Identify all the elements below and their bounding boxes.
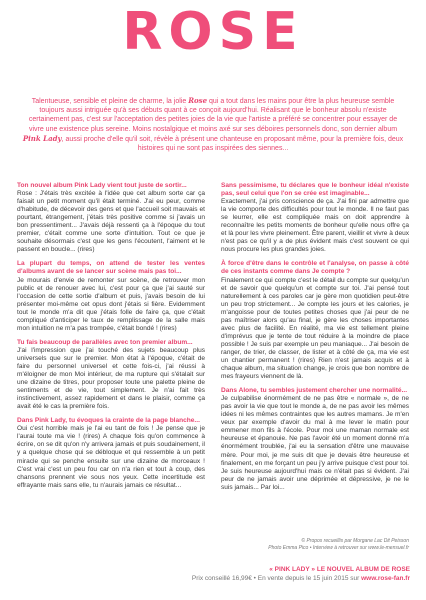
answer: Exactement, j'ai pris conscience de ça. J'ai fini par admettre que la vie comporte des difficultés pour tout le monde. Il ne faut pas se leurrer, elle est compliquée mais on doit apprendre à reconnaître les petits moments de bonheur qu'elle nous offre ça et là pour les vivre pleinement. Être parent, vieillir et vivre à deux n'est pas ce qu'il y a de plus évident mais c'est souvent ce qui nous procure les plus grandes joies. (221, 198, 409, 254)
footer-sale-line (192, 574, 410, 583)
footer-website-link[interactable]: www.rose-fan.fr (361, 575, 410, 582)
intro-paragraph (22, 96, 404, 153)
answer: Rose : J'étais très excitée à l'idée que cet album sorte car ça faisait un petit moment qu'il était terminé. J'ai eu peur, comme d'habitude, de décevoir des gens et que l'accueil soit mauvais et pourtant, étrangement, j'étais très positive comme si j'avais un bon pressentiment... J'avais déjà ressenti ça à l'époque du tout premier, c'était comme une sorte d'intuition. Tout ce que je souhaite désormais c'est que les gens l'écoutent, l'aiment et le passent en boucle... (rires) (17, 190, 205, 254)
credit-photo: Photo Emma Pico • Interview à retrouver sur www.le-mensuel.fr (268, 544, 409, 551)
question: Dans Alone, tu sembles justement chercher une normalité... (221, 387, 408, 395)
intro-artist-name: Rose (188, 96, 208, 105)
footer (192, 565, 410, 583)
answer: J'ai l'impression que j'ai touché des sujets beaucoup plus universels que sur le premier. Mon état à l'époque, c'était de faire du personnel universel et cette fois-ci, j'ai réussi à m'éloigner de mon Moi intérieur, de ma rupture qui s'étalait sur une dizaine de titres, pour proposer toute une palette pleine de sentiments et de vie, tout simplement. Je n'ai fait très instinctivement, assez rapidement et dans le plaisir, comme ça avait été le cas la première fois. (17, 346, 205, 411)
footer-availability: • En vente depuis le 15 juin 2015 sur (253, 575, 360, 582)
credit-block (221, 538, 409, 551)
answer: Je mourais d'envie de remonter sur scène, de retrouver mon public et de renouer avec lui, c'est pour ça que j'ai sauté sur l'occasion de cette sortie d'album et puis, j'avais besoin de lui présenter moi-même cet opus dont j'étais si fière. Evidemment tout le monde m'a dit que j'étais folle de faire ça, que c'était compliqué d'anticiper le taux de remplissage de la salle mais mon intuition ne m'a pas trompée, c'était bondé ! (rires) (17, 276, 205, 332)
credit-author: © Propos recueillis par Morgane Lac Dit Peisson (301, 538, 409, 544)
left-column (17, 182, 205, 496)
question: À force d'être dans le contrôle et l'analyse, on passe à côté de ces instants comme dans Je compte ? (221, 260, 409, 276)
question: La plupart du temps, on attend de tester les ventes d'albums avant de se lancer sur scène mais pas toi... (17, 260, 205, 276)
question: Sans pessimisme, tu déclares que le bonheur idéal n'existe pas, seul celui que l'on se crée est imaginable... (221, 182, 409, 198)
question: Ton nouvel album Pink Lady vient tout juste de sortir... (17, 182, 187, 189)
intro-text-1: Talentueuse, sensible et pleine de charme, la jolie (31, 98, 187, 105)
question: Dans Pink Lady, tu évoques la crainte de la page blanche... (17, 417, 200, 425)
intro-album-name: Pink Lady (22, 133, 62, 143)
right-column (221, 182, 409, 498)
answer: Finalement ce qui compte c'est le détail du compte sur quelqu'un et de savoir que quelqu'un et compte sur toi. J'ai pensé tout naturellement à ces paroles car je gère mon quotidien peut-être un peu trop strictement... Je compte les jours et les calories, je m'angoisse pour de toutes petites choses que j'ai peur de ne pas maîtriser alors qu'au final, je gère les choses importantes avec plus de facilité. En réalité, ma vie est tellement pleine d'imprévus que je tente de tout réduire à la moindre de place possible ! Je suis par exemple un peu maniaque... J'ai besoin de ranger, de trier, de classer, de lister et à côté de ça, ma vie est un chantier permanent ! (rires) Rien n'est jamais acquis et à chaque album, ma situation change, je crois que bon nombre de mes frayeurs viennent de là. (221, 276, 409, 381)
answer: Oui c'est horrible mais je l'ai eu tant de fois ! Je pense que je l'aurai toute ma vie ! (rires) A chaque fois qu'on commence à écrire, on se dit qu'on n'y arrivera jamais et puis soudainement, il y a quelque chose qui se débloque et qui ressemble à un petit miracle qui se penche ensuite sur une dizaine de morceaux ! C'est vrai c'est un peu fou car on n'a rien et tout à coup, des chansons prennent vie sous nos yeux. Cette incertitude est effrayante mais sans elle, tu n'aurais jamais ce résultat... (17, 425, 205, 489)
footer-album-line: « PINK LADY » LE NOUVEL ALBUM DE ROSE (269, 566, 410, 573)
footer-price: Prix conseillé 16,99€ (191, 575, 252, 582)
intro-text-2: qui a tout dans les mains pour être la plus heureuse semble toujours aussi intriguée qu'à ses débuts quant à ce conçoit aujourd'hui. Réalisant que le bonheur absolu n'existe certainement pas, c'est sur l'acceptation des petites joies de la vie que l'artiste a préféré se concentrer pour essayer de vivre une existence plus sereine. Moins nostalgique et moins axé sur ses déboires personnels donc, son dernier album (28, 98, 398, 133)
page-title: ROSE (122, 2, 304, 62)
answer: Je culpabilise énormément de ne pas être « normale », de ne pas avoir la vie que tout le monde a, de ne pas avoir les mêmes idées ni les mêmes contraintes que les autres mamans. Je m'en veux par exemple d'avoir du mal à me lever le matin pour emmener mon fils à l'école. Pour moi une maman normale est heureuse et épanouie. Ne pas l'avoir été un moment donné m'a énormément troublée, j'ai eu la sensation d'être une mauvaise mère. Pour moi, je me suis dit que je devais être heureuse et finalement, en me forçant un peu j'y arrive puisque c'est pour toi. Je suis heureuse aujourd'hui mais ce n'était pas si évident. J'ai peur de ne jamais avoir une déprimée et dépressive, je ne le suis jamais... Par loi... (221, 395, 409, 491)
intro-text-3: , aussi proche d'elle qu'il soit, révèle à présent une chanteuse en proposant même, pour la première fois, deux histoires qui ne sont pas inspirées des siennes... (61, 135, 404, 153)
question: Tu fais beaucoup de parallèles avec ton premier album... (17, 338, 193, 346)
